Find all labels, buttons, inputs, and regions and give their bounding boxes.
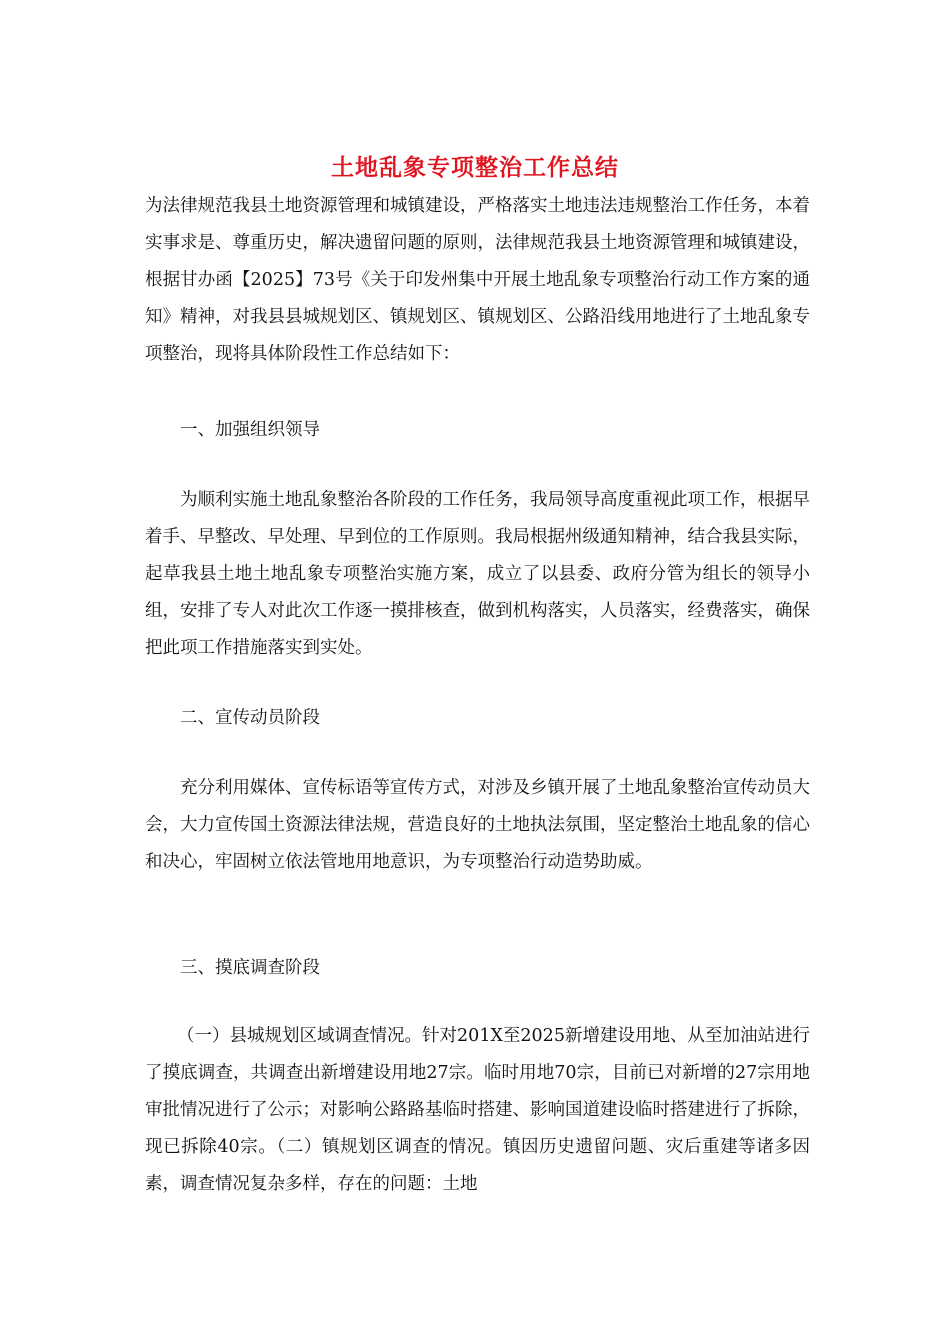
section-body-1: 为顺利实施土地乱象整治各阶段的工作任务，我局领导高度重视此项工作，根据早着手、早整改、早处理、早到位的工作原则。我局根据州级通知精神，结合我县实际，起草我县土地土地乱象专项整治实施方案，成立了以县委、政府分管为组长的领导小组，安排了专人对此次工作逐一摸排核查，做到机构落实，人员落实，经费落实，确保把此项工作措施落实到实处。 [145, 490, 810, 658]
section-heading-3: 三、摸底调查阶段 [180, 958, 320, 978]
section-body-2: 充分利用媒体、宣传标语等宣传方式，对涉及乡镇开展了土地乱象整治宣传动员大会，大力宣传国土资源法律法规，营造良好的土地执法氛围，坚定整治土地乱象的信心和决心，牢固树立依法管地用地意识，为专项整治行动造势助威。 [145, 778, 810, 872]
section-heading-1: 一、加强组织领导 [180, 420, 320, 440]
intro-paragraph: 为法律规范我县土地资源管理和城镇建设，严格落实土地违法违规整治工作任务，本着实事求是、尊重历史，解决遗留问题的原则，法律规范我县土地资源管理和城镇建设，根据甘办函【2025】73号《关于印发州集中开展土地乱象专项整治行动工作方案的通知》精神，对我县县城规划区、镇规划区、镇规划区、公路沿线用地进行了土地乱象专项整治，现将具体阶段性工作总结如下： [145, 196, 810, 364]
section-body-3: （一）县城规划区域调查情况。针对201X至2025新增建设用地、从至加油站进行了摸底调查，共调查出新增建设用地27宗。临时用地70宗，目前已对新增的27宗用地审批情况进行了公示；对影响公路路基临时搭建、影响国道建设临时搭建进行了拆除，现已拆除40宗。（二）镇规划区调查的情况。镇因历史遗留问题、灾后重建等诸多因素，调查情况复杂多样，存在的问题：土地 [145, 1026, 810, 1194]
section-heading-2: 二、宣传动员阶段 [180, 708, 320, 728]
document-title: 土地乱象专项整治工作总结 [331, 154, 619, 181]
